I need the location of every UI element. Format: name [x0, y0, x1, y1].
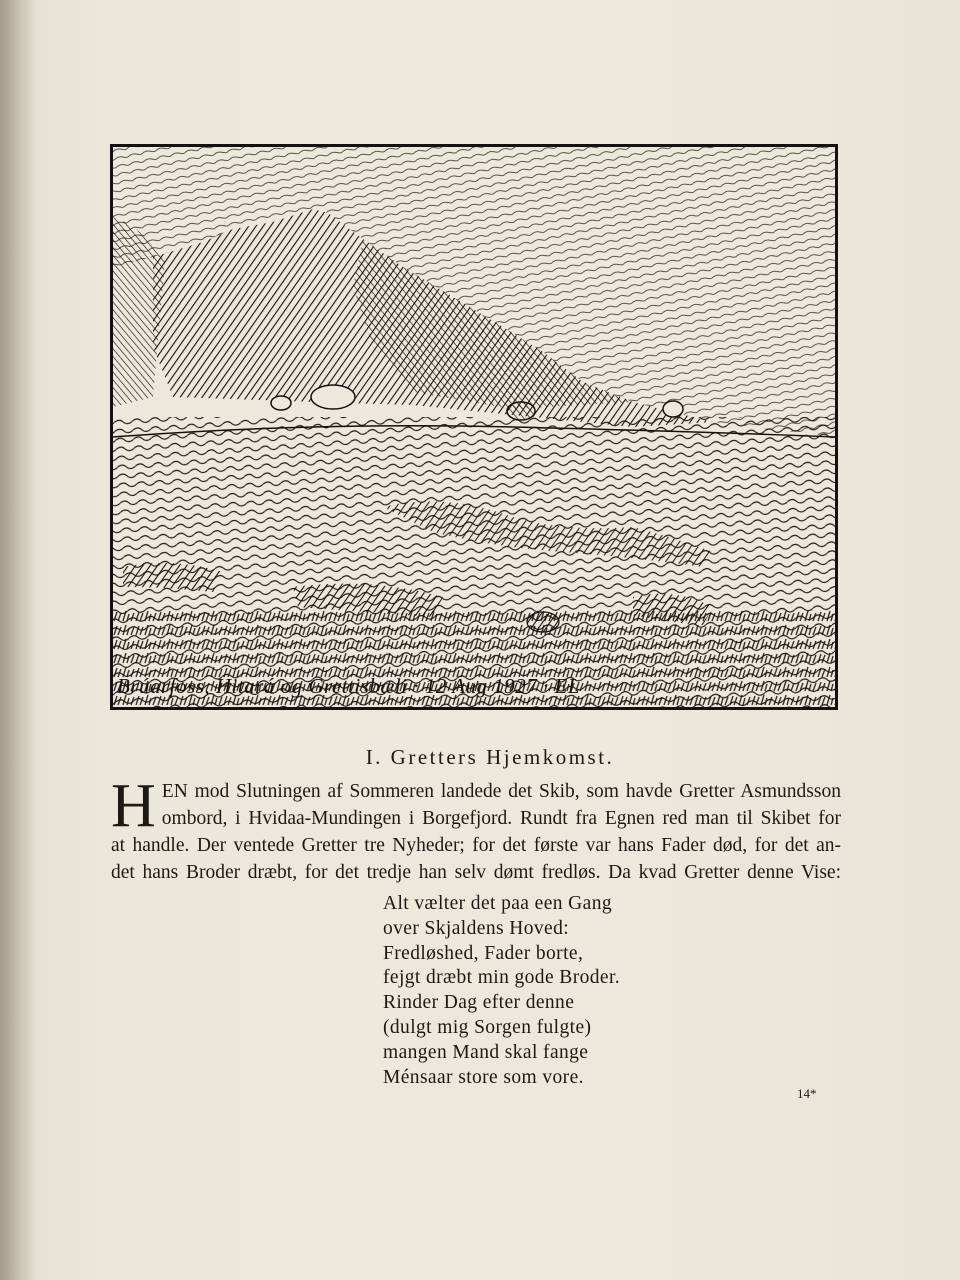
paragraph-line: det hans Broder dræbt, for det tredje han selv dømt fredløs. Da kvad Gretter denne Vise: [111, 862, 841, 883]
paragraph-line: ombord, i Hvidaa-Mundingen i Borgefjord. Rundt fra Egnen red man til Skibet for [161, 808, 841, 829]
verse-line: over Skjaldens Hoved: [383, 917, 570, 939]
verse-line: Rinder Dag efter denne [383, 992, 575, 1014]
verse-line: Ménsaar store som vore. [383, 1066, 584, 1088]
verse-line: Alt vælter det paa een Gang [383, 893, 613, 914]
mountain-drawing [113, 147, 835, 707]
landscape-illustration [110, 144, 838, 710]
opening-paragraph [111, 772, 841, 886]
drop-cap: H [111, 772, 156, 840]
paragraph-line: EN mod Slutningen af Sommeren landede det Skib, som havde Gretter Asmundsson [161, 781, 841, 802]
verse-line: mangen Mand skal fange [383, 1041, 589, 1063]
artist-signature: Brúarfoss, Hitará og Grettisbæli · 12 Aug 1927 · EL [117, 674, 581, 698]
page-number: 14* [797, 1086, 817, 1101]
verse-line: Fredløshed, Fader borte, [383, 942, 584, 964]
binding-gutter [0, 0, 36, 1280]
verse-line: (dulgt mig Sorgen fulgte) [383, 1016, 592, 1038]
verse-block [383, 892, 620, 1090]
verse-line: fejgt dræbt min gode Broder. [383, 967, 621, 989]
paragraph-line: at handle. Der ventede Gretter tre Nyheder; for det første var hans Fader død, for det an- [111, 835, 841, 856]
chapter-title: I. Gretters Hjemkomst. [365, 745, 615, 769]
